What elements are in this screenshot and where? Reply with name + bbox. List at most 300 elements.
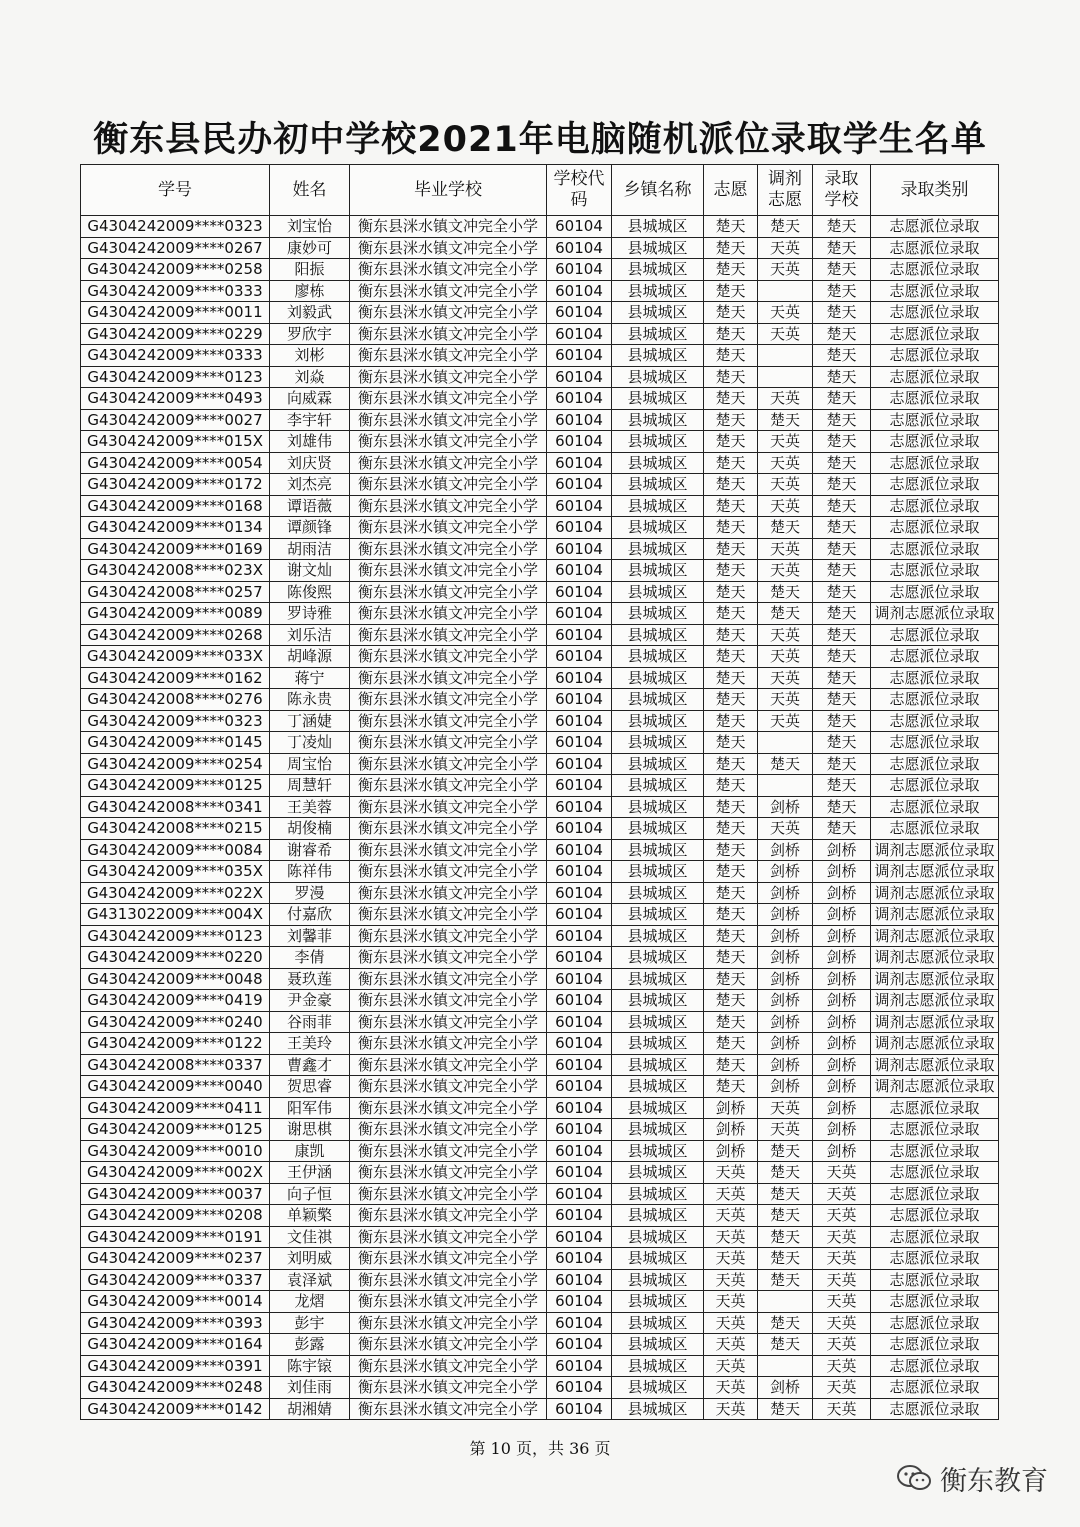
cell-school-code: 60104: [547, 1011, 612, 1033]
table-row: [81, 1140, 999, 1162]
cell-township: 县城城区: [612, 1054, 704, 1076]
cell-preference: 天英: [704, 1334, 758, 1356]
cell-student-id: G4304242009****0054: [81, 452, 270, 474]
table-row: [81, 1097, 999, 1119]
col-header-student-id: 学号: [81, 165, 270, 216]
cell-preference: 天英: [704, 1226, 758, 1248]
cell-township: 县城城区: [612, 560, 704, 582]
cell-admission-type: 志愿派位录取: [871, 517, 999, 539]
cell-preference: 天英: [704, 1205, 758, 1227]
cell-adjusted-preference: 剑桥: [758, 990, 813, 1012]
cell-preference: 楚天: [704, 904, 758, 926]
cell-admitted-school: 剑桥: [813, 1076, 871, 1098]
cell-preference: 楚天: [704, 388, 758, 410]
cell-admitted-school: 楚天: [813, 409, 871, 431]
cell-graduation-school: 衡东县洣水镇文冲完全小学: [350, 925, 547, 947]
cell-adjusted-preference: 天英: [758, 302, 813, 324]
cell-student-name: 谷雨菲: [270, 1011, 350, 1033]
cell-admitted-school: 楚天: [813, 689, 871, 711]
cell-graduation-school: 衡东县洣水镇文冲完全小学: [350, 1334, 547, 1356]
cell-school-code: 60104: [547, 925, 612, 947]
table-row: [81, 1291, 999, 1313]
cell-admitted-school: 天英: [813, 1248, 871, 1270]
cell-school-code: 60104: [547, 775, 612, 797]
cell-township: 县城城区: [612, 237, 704, 259]
cell-township: 县城城区: [612, 1312, 704, 1334]
cell-preference: 楚天: [704, 603, 758, 625]
cell-preference: 天英: [704, 1355, 758, 1377]
cell-adjusted-preference: 天英: [758, 818, 813, 840]
cell-preference: 楚天: [704, 1054, 758, 1076]
cell-admitted-school: 楚天: [813, 388, 871, 410]
cell-preference: 楚天: [704, 280, 758, 302]
cell-student-id: G4304242009****0142: [81, 1398, 270, 1420]
cell-student-name: 罗欣宇: [270, 323, 350, 345]
cell-graduation-school: 衡东县洣水镇文冲完全小学: [350, 431, 547, 453]
cell-admitted-school: 剑桥: [813, 1140, 871, 1162]
cell-township: 县城城区: [612, 452, 704, 474]
cell-graduation-school: 衡东县洣水镇文冲完全小学: [350, 796, 547, 818]
cell-graduation-school: 衡东县洣水镇文冲完全小学: [350, 216, 547, 238]
cell-student-name: 尹金豪: [270, 990, 350, 1012]
table-row: [81, 366, 999, 388]
cell-preference: 楚天: [704, 323, 758, 345]
table-row: [81, 646, 999, 668]
cell-student-name: 陈永贵: [270, 689, 350, 711]
cell-preference: 楚天: [704, 1011, 758, 1033]
cell-student-id: G4304242008****0215: [81, 818, 270, 840]
cell-school-code: 60104: [547, 495, 612, 517]
cell-preference: 天英: [704, 1291, 758, 1313]
cell-graduation-school: 衡东县洣水镇文冲完全小学: [350, 1248, 547, 1270]
cell-preference: 天英: [704, 1248, 758, 1270]
cell-adjusted-preference: 楚天: [758, 409, 813, 431]
cell-adjusted-preference: 剑桥: [758, 1076, 813, 1098]
table-row: [81, 1269, 999, 1291]
cell-preference: 楚天: [704, 624, 758, 646]
cell-adjusted-preference: 楚天: [758, 1183, 813, 1205]
cell-admission-type: 志愿派位录取: [871, 1291, 999, 1313]
cell-admitted-school: 天英: [813, 1398, 871, 1420]
cell-graduation-school: 衡东县洣水镇文冲完全小学: [350, 474, 547, 496]
table-row: [81, 689, 999, 711]
cell-graduation-school: 衡东县洣水镇文冲完全小学: [350, 839, 547, 861]
cell-admission-type: 志愿派位录取: [871, 1097, 999, 1119]
cell-student-name: 陈祥伟: [270, 861, 350, 883]
wechat-icon: [896, 1464, 932, 1492]
table-row: [81, 345, 999, 367]
cell-admitted-school: 剑桥: [813, 1011, 871, 1033]
col-header-school-code: 学校代 码: [547, 165, 612, 216]
cell-township: 县城城区: [612, 839, 704, 861]
cell-adjusted-preference: 楚天: [758, 1205, 813, 1227]
cell-graduation-school: 衡东县洣水镇文冲完全小学: [350, 1291, 547, 1313]
col-header-preference: 志愿: [704, 165, 758, 216]
cell-student-id: G4304242008****0337: [81, 1054, 270, 1076]
cell-admission-type: 调剂志愿派位录取: [871, 603, 999, 625]
cell-preference: 楚天: [704, 1033, 758, 1055]
cell-admission-type: 志愿派位录取: [871, 1183, 999, 1205]
cell-township: 县城城区: [612, 517, 704, 539]
cell-student-name: 周宝怡: [270, 753, 350, 775]
cell-student-id: G4313022009****004X: [81, 904, 270, 926]
cell-admission-type: 调剂志愿派位录取: [871, 968, 999, 990]
cell-township: 县城城区: [612, 925, 704, 947]
table-row: [81, 452, 999, 474]
cell-graduation-school: 衡东县洣水镇文冲完全小学: [350, 947, 547, 969]
cell-school-code: 60104: [547, 1076, 612, 1098]
cell-school-code: 60104: [547, 560, 612, 582]
cell-graduation-school: 衡东县洣水镇文冲完全小学: [350, 280, 547, 302]
cell-school-code: 60104: [547, 431, 612, 453]
cell-student-id: G4304242009****0337: [81, 1269, 270, 1291]
cell-student-name: 王伊涵: [270, 1162, 350, 1184]
col-header-adjusted-preference: 调剂 志愿: [758, 165, 813, 216]
cell-student-id: G4304242009****0122: [81, 1033, 270, 1055]
cell-school-code: 60104: [547, 323, 612, 345]
cell-student-name: 谭颜锋: [270, 517, 350, 539]
cell-student-id: G4304242009****0208: [81, 1205, 270, 1227]
cell-adjusted-preference: 天英: [758, 1097, 813, 1119]
cell-township: 县城城区: [612, 882, 704, 904]
cell-school-code: 60104: [547, 1054, 612, 1076]
table-row: [81, 1183, 999, 1205]
cell-township: 县城城区: [612, 603, 704, 625]
cell-township: 县城城区: [612, 646, 704, 668]
cell-adjusted-preference: 剑桥: [758, 904, 813, 926]
cell-school-code: 60104: [547, 667, 612, 689]
cell-preference: 楚天: [704, 753, 758, 775]
cell-admitted-school: 楚天: [813, 216, 871, 238]
cell-graduation-school: 衡东县洣水镇文冲完全小学: [350, 452, 547, 474]
cell-preference: 剑桥: [704, 1119, 758, 1141]
cell-graduation-school: 衡东县洣水镇文冲完全小学: [350, 710, 547, 732]
cell-admitted-school: 楚天: [813, 495, 871, 517]
cell-school-code: 60104: [547, 1248, 612, 1270]
cell-admitted-school: 剑桥: [813, 1033, 871, 1055]
cell-preference: 楚天: [704, 861, 758, 883]
cell-graduation-school: 衡东县洣水镇文冲完全小学: [350, 1377, 547, 1399]
cell-admitted-school: 天英: [813, 1269, 871, 1291]
cell-student-id: G4304242009****0123: [81, 366, 270, 388]
cell-student-id: G4304242009****0237: [81, 1248, 270, 1270]
cell-student-name: 胡俊楠: [270, 818, 350, 840]
table-row: [81, 1248, 999, 1270]
cell-student-name: 丁凌灿: [270, 732, 350, 754]
cell-graduation-school: 衡东县洣水镇文冲完全小学: [350, 581, 547, 603]
cell-graduation-school: 衡东县洣水镇文冲完全小学: [350, 1011, 547, 1033]
cell-township: 县城城区: [612, 775, 704, 797]
page-number: 第 10 页，共 36 页: [469, 1439, 611, 1458]
cell-admitted-school: 楚天: [813, 560, 871, 582]
watermark-text: 衡东教育: [940, 1465, 1048, 1497]
cell-student-id: G4304242009****0168: [81, 495, 270, 517]
cell-admission-type: 志愿派位录取: [871, 560, 999, 582]
table-row: [81, 1312, 999, 1334]
cell-admission-type: 志愿派位录取: [871, 1248, 999, 1270]
table-row: [81, 667, 999, 689]
cell-township: 县城城区: [612, 474, 704, 496]
cell-student-name: 向子恒: [270, 1183, 350, 1205]
cell-graduation-school: 衡东县洣水镇文冲完全小学: [350, 861, 547, 883]
cell-admitted-school: 剑桥: [813, 925, 871, 947]
cell-admission-type: 志愿派位录取: [871, 710, 999, 732]
cell-student-id: G4304242009****0014: [81, 1291, 270, 1313]
cell-student-name: 刘雄伟: [270, 431, 350, 453]
table-row: [81, 861, 999, 883]
cell-adjusted-preference: [758, 732, 813, 754]
cell-preference: 楚天: [704, 689, 758, 711]
cell-adjusted-preference: 天英: [758, 624, 813, 646]
cell-graduation-school: 衡东县洣水镇文冲完全小学: [350, 1076, 547, 1098]
cell-school-code: 60104: [547, 1226, 612, 1248]
cell-student-name: 蒋宁: [270, 667, 350, 689]
cell-student-name: 刘佳雨: [270, 1377, 350, 1399]
cell-graduation-school: 衡东县洣水镇文冲完全小学: [350, 1119, 547, 1141]
cell-graduation-school: 衡东县洣水镇文冲完全小学: [350, 667, 547, 689]
cell-student-id: G4304242009****0084: [81, 839, 270, 861]
cell-adjusted-preference: 剑桥: [758, 882, 813, 904]
cell-student-id: G4304242009****0267: [81, 237, 270, 259]
cell-township: 县城城区: [612, 1183, 704, 1205]
cell-admission-type: 志愿派位录取: [871, 732, 999, 754]
cell-admission-type: 志愿派位录取: [871, 345, 999, 367]
table-row: [81, 538, 999, 560]
cell-school-code: 60104: [547, 689, 612, 711]
cell-student-id: G4304242009****0268: [81, 624, 270, 646]
cell-admitted-school: 楚天: [813, 452, 871, 474]
cell-admission-type: 志愿派位录取: [871, 452, 999, 474]
cell-school-code: 60104: [547, 646, 612, 668]
table-row: [81, 710, 999, 732]
cell-preference: 楚天: [704, 581, 758, 603]
cell-adjusted-preference: 天英: [758, 452, 813, 474]
cell-township: 县城城区: [612, 1076, 704, 1098]
cell-student-id: G4304242009****0493: [81, 388, 270, 410]
cell-preference: 楚天: [704, 495, 758, 517]
cell-admission-type: 志愿派位录取: [871, 409, 999, 431]
table-row: [81, 839, 999, 861]
cell-student-id: G4304242009****035X: [81, 861, 270, 883]
cell-adjusted-preference: 天英: [758, 495, 813, 517]
cell-admitted-school: 楚天: [813, 280, 871, 302]
cell-student-name: 谢思棋: [270, 1119, 350, 1141]
cell-student-id: G4304242009****0169: [81, 538, 270, 560]
cell-township: 县城城区: [612, 796, 704, 818]
cell-student-id: G4304242009****0125: [81, 1119, 270, 1141]
cell-student-name: 王美玲: [270, 1033, 350, 1055]
cell-admission-type: 志愿派位录取: [871, 538, 999, 560]
cell-school-code: 60104: [547, 990, 612, 1012]
cell-township: 县城城区: [612, 689, 704, 711]
cell-preference: 楚天: [704, 646, 758, 668]
col-header-school: 毕业学校: [350, 165, 547, 216]
cell-graduation-school: 衡东县洣水镇文冲完全小学: [350, 323, 547, 345]
cell-student-id: G4304242009****0191: [81, 1226, 270, 1248]
cell-school-code: 60104: [547, 237, 612, 259]
cell-adjusted-preference: 剑桥: [758, 1054, 813, 1076]
cell-graduation-school: 衡东县洣水镇文冲完全小学: [350, 1140, 547, 1162]
cell-adjusted-preference: 天英: [758, 689, 813, 711]
cell-school-code: 60104: [547, 1205, 612, 1227]
cell-preference: 楚天: [704, 947, 758, 969]
col-header-admitted-school: 录取 学校: [813, 165, 871, 216]
table-row: [81, 409, 999, 431]
cell-admitted-school: 天英: [813, 1226, 871, 1248]
cell-admission-type: 志愿派位录取: [871, 1205, 999, 1227]
cell-preference: 天英: [704, 1312, 758, 1334]
cell-admitted-school: 楚天: [813, 366, 871, 388]
cell-preference: 楚天: [704, 968, 758, 990]
cell-school-code: 60104: [547, 796, 612, 818]
cell-adjusted-preference: 楚天: [758, 1269, 813, 1291]
cell-admission-type: 志愿派位录取: [871, 323, 999, 345]
cell-school-code: 60104: [547, 1183, 612, 1205]
table-row: [81, 775, 999, 797]
cell-admission-type: 志愿派位录取: [871, 818, 999, 840]
cell-graduation-school: 衡东县洣水镇文冲完全小学: [350, 1054, 547, 1076]
cell-admitted-school: 楚天: [813, 581, 871, 603]
cell-admitted-school: 楚天: [813, 796, 871, 818]
cell-township: 县城城区: [612, 1097, 704, 1119]
cell-preference: 天英: [704, 1162, 758, 1184]
cell-graduation-school: 衡东县洣水镇文冲完全小学: [350, 689, 547, 711]
cell-school-code: 60104: [547, 280, 612, 302]
table-row: [81, 1054, 999, 1076]
cell-adjusted-preference: 剑桥: [758, 839, 813, 861]
table-row: [81, 302, 999, 324]
cell-school-code: 60104: [547, 216, 612, 238]
header-row: [81, 165, 999, 216]
cell-admission-type: 志愿派位录取: [871, 237, 999, 259]
cell-admitted-school: 楚天: [813, 323, 871, 345]
cell-admitted-school: 楚天: [813, 775, 871, 797]
cell-student-name: 付嘉欣: [270, 904, 350, 926]
cell-preference: 楚天: [704, 452, 758, 474]
cell-school-code: 60104: [547, 1269, 612, 1291]
table-row: [81, 624, 999, 646]
table-row: [81, 388, 999, 410]
cell-township: 县城城区: [612, 388, 704, 410]
cell-school-code: 60104: [547, 882, 612, 904]
cell-student-name: 刘宝怡: [270, 216, 350, 238]
cell-student-name: 向威霖: [270, 388, 350, 410]
table-row: [81, 431, 999, 453]
table-row: [81, 990, 999, 1012]
cell-admission-type: 调剂志愿派位录取: [871, 904, 999, 926]
cell-admission-type: 志愿派位录取: [871, 646, 999, 668]
table-row: [81, 603, 999, 625]
cell-preference: 楚天: [704, 302, 758, 324]
cell-township: 县城城区: [612, 1334, 704, 1356]
cell-adjusted-preference: 楚天: [758, 1312, 813, 1334]
cell-admitted-school: 楚天: [813, 753, 871, 775]
cell-student-name: 谢文灿: [270, 560, 350, 582]
cell-adjusted-preference: 天英: [758, 710, 813, 732]
cell-admitted-school: 楚天: [813, 302, 871, 324]
cell-student-name: 康妙可: [270, 237, 350, 259]
cell-admission-type: 志愿派位录取: [871, 581, 999, 603]
cell-admission-type: 志愿派位录取: [871, 474, 999, 496]
cell-admitted-school: 楚天: [813, 517, 871, 539]
cell-graduation-school: 衡东县洣水镇文冲完全小学: [350, 1162, 547, 1184]
cell-admission-type: 志愿派位录取: [871, 1334, 999, 1356]
table-row: [81, 904, 999, 926]
cell-adjusted-preference: [758, 775, 813, 797]
cell-school-code: 60104: [547, 732, 612, 754]
cell-admitted-school: 楚天: [813, 818, 871, 840]
cell-graduation-school: 衡东县洣水镇文冲完全小学: [350, 366, 547, 388]
table-row: [81, 1011, 999, 1033]
cell-school-code: 60104: [547, 861, 612, 883]
cell-township: 县城城区: [612, 732, 704, 754]
cell-adjusted-preference: 楚天: [758, 603, 813, 625]
cell-admission-type: 志愿派位录取: [871, 366, 999, 388]
table-body: [81, 216, 999, 1420]
cell-school-code: 60104: [547, 1398, 612, 1420]
cell-graduation-school: 衡东县洣水镇文冲完全小学: [350, 646, 547, 668]
cell-school-code: 60104: [547, 409, 612, 431]
cell-adjusted-preference: 楚天: [758, 1248, 813, 1270]
table-row: [81, 237, 999, 259]
cell-admitted-school: 楚天: [813, 237, 871, 259]
cell-preference: 楚天: [704, 345, 758, 367]
cell-school-code: 60104: [547, 1162, 612, 1184]
cell-adjusted-preference: 剑桥: [758, 1033, 813, 1055]
cell-admitted-school: 剑桥: [813, 1119, 871, 1141]
cell-student-id: G4304242009****0240: [81, 1011, 270, 1033]
col-header-township: 乡镇名称: [612, 165, 704, 216]
cell-graduation-school: 衡东县洣水镇文冲完全小学: [350, 775, 547, 797]
cell-adjusted-preference: 楚天: [758, 753, 813, 775]
cell-adjusted-preference: 天英: [758, 560, 813, 582]
table-row: [81, 1205, 999, 1227]
table-row: [81, 1033, 999, 1055]
cell-adjusted-preference: 剑桥: [758, 947, 813, 969]
cell-township: 县城城区: [612, 990, 704, 1012]
cell-township: 县城城区: [612, 904, 704, 926]
cell-admission-type: 志愿派位录取: [871, 259, 999, 281]
cell-student-name: 文佳祺: [270, 1226, 350, 1248]
cell-student-id: G4304242008****0257: [81, 581, 270, 603]
cell-graduation-school: 衡东县洣水镇文冲完全小学: [350, 1226, 547, 1248]
cell-admission-type: 调剂志愿派位录取: [871, 990, 999, 1012]
cell-student-name: 胡雨洁: [270, 538, 350, 560]
cell-student-name: 罗漫: [270, 882, 350, 904]
cell-student-name: 贺思睿: [270, 1076, 350, 1098]
cell-admitted-school: 剑桥: [813, 990, 871, 1012]
cell-admitted-school: 天英: [813, 1312, 871, 1334]
cell-preference: 剑桥: [704, 1097, 758, 1119]
cell-graduation-school: 衡东县洣水镇文冲完全小学: [350, 1269, 547, 1291]
cell-student-name: 刘毅武: [270, 302, 350, 324]
cell-preference: 楚天: [704, 710, 758, 732]
cell-graduation-school: 衡东县洣水镇文冲完全小学: [350, 1097, 547, 1119]
cell-preference: 楚天: [704, 990, 758, 1012]
cell-student-name: 胡峰源: [270, 646, 350, 668]
cell-student-name: 刘庆贤: [270, 452, 350, 474]
cell-preference: 楚天: [704, 667, 758, 689]
cell-student-id: G4304242009****0037: [81, 1183, 270, 1205]
cell-student-name: 刘明威: [270, 1248, 350, 1270]
cell-school-code: 60104: [547, 388, 612, 410]
cell-adjusted-preference: 楚天: [758, 1140, 813, 1162]
cell-school-code: 60104: [547, 345, 612, 367]
cell-school-code: 60104: [547, 517, 612, 539]
table-row: [81, 1377, 999, 1399]
cell-township: 县城城区: [612, 753, 704, 775]
cell-admission-type: 志愿派位录取: [871, 1355, 999, 1377]
